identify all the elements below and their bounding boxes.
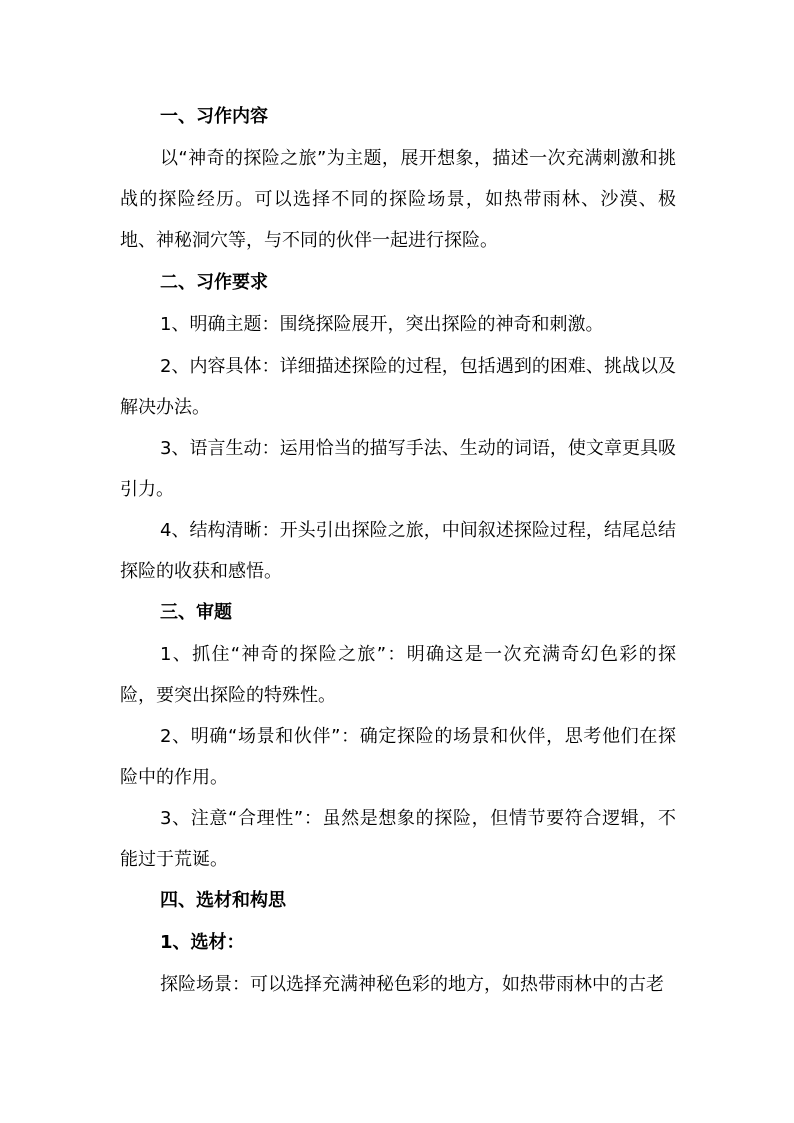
section-heading-material: 四、选材和构思 [160,890,286,911]
section-heading-review: 三、审题 [160,602,232,623]
review-item-topic: 1、抓住“神奇的探险之旅”：明确这是一次充满奇幻色彩的探险，要突出探险的特殊性。 [120,644,676,706]
requirement-item-content: 2、内容具体：详细描述探险的过程，包括遇到的困难、挑战以及解决办法。 [120,356,676,418]
section-heading-requirements: 二、习作要求 [160,272,268,293]
content-paragraph: 以“神奇的探险之旅”为主题，展开想象，描述一次充满刺激和挑战的探险经历。可以选择不同的探险场景，如热带雨林、沙漠、极地、神秘洞穴等，与不同的伙伴一起进行探险。 [120,148,676,251]
requirement-item-language: 3、语言生动：运用恰当的描写手法、生动的词语，使文章更具吸引力。 [120,438,676,500]
review-item-reasonable: 3、注意“合理性”：虽然是想象的探险，但情节要符合逻辑，不能过于荒诞。 [120,808,676,870]
section-heading-content: 一、习作内容 [160,106,268,127]
subheading-material: 1、选材： [160,932,245,953]
material-paragraph: 探险场景：可以选择充满神秘色彩的地方，如热带雨林中的古老 [160,974,664,995]
requirement-item-structure: 4、结构清晰：开头引出探险之旅，中间叙述探险过程，结尾总结探险的收获和感悟。 [120,520,676,582]
review-item-scene: 2、明确“场景和伙伴”：确定探险的场景和伙伴，思考他们在探险中的作用。 [120,726,676,788]
requirement-item-theme: 1、明确主题：围绕探险展开，突出探险的神奇和刺激。 [160,314,604,335]
